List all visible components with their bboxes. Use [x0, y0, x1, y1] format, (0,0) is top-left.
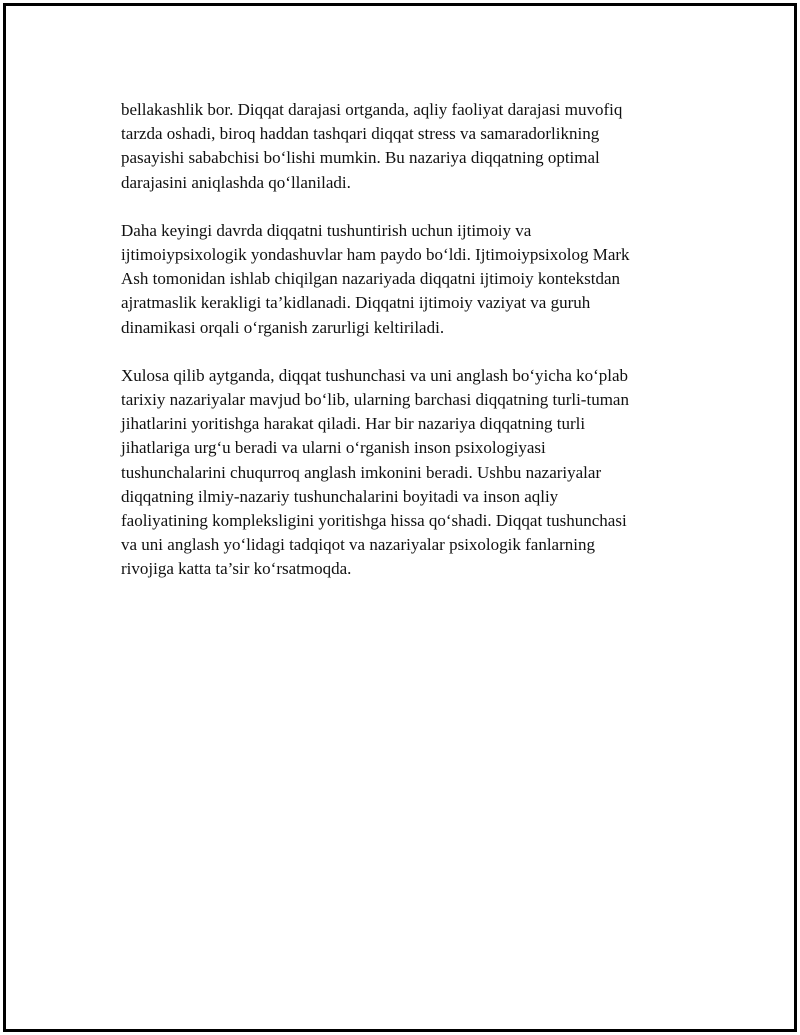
document-page [3, 3, 797, 1032]
text-line: Daha keyingi davrda diqqatni tushuntirish uchun ijtimoiy va [121, 220, 532, 240]
text-line: tarzda oshadi, biroq haddan tashqari diqqat stress va samaradorlikning [121, 124, 600, 144]
paragraph-2 [121, 219, 681, 340]
text-line: ijtimoiypsixologik yondashuvlar ham paydo bo‘ldi. Ijtimoiypsixolog Mark [121, 245, 630, 265]
text-line: diqqatning ilmiy-nazariy tushunchalarini boyitadi va inson aqliy [121, 486, 559, 506]
text-line: dinamikasi orqali o‘rganish zarurligi keltiriladi. [121, 317, 445, 337]
text-line: va uni anglash yo‘lidagi tadqiqot va nazariyalar psixologik fanlarning [121, 535, 595, 555]
text-line: jihatlariga urg‘u beradi va ularni o‘rganish inson psixologiyasi [121, 438, 546, 458]
text-line: darajasini aniqlashda qo‘llaniladi. [121, 172, 351, 192]
text-line: jihatlarini yoritishga harakat qiladi. Har bir nazariya diqqatning turli [121, 414, 586, 434]
text-line: Ash tomonidan ishlab chiqilgan nazariyada diqqatni ijtimoiy kontekstdan [121, 269, 621, 289]
text-line: pasayishi sababchisi bo‘lishi mumkin. Bu nazariya diqqatning optimal [121, 148, 600, 168]
paragraph-1 [121, 98, 681, 195]
text-line: faoliyatining kompleksligini yoritishga hissa qo‘shadi. Diqqat tushunchasi [121, 511, 627, 531]
text-line: ajratmaslik kerakligi ta’kidlanadi. Diqqatni ijtimoiy vaziyat va guruh [121, 293, 591, 313]
paragraph-3 [121, 364, 681, 582]
text-line: tarixiy nazariyalar mavjud bo‘lib, ularning barchasi diqqatning turli-tuman [121, 390, 629, 410]
text-line: tushunchalarini chuqurroq anglash imkonini beradi. Ushbu nazariyalar [121, 462, 602, 482]
text-line: rivojiga katta ta’sir ko‘rsatmoqda. [121, 559, 352, 579]
document-body [121, 98, 681, 606]
text-line: bellakashlik bor. Diqqat darajasi ortganda, aqliy faoliyat darajasi muvofiq [121, 100, 623, 119]
text-line: Xulosa qilib aytganda, diqqat tushunchasi va uni anglash bo‘yicha ko‘plab [121, 365, 629, 385]
